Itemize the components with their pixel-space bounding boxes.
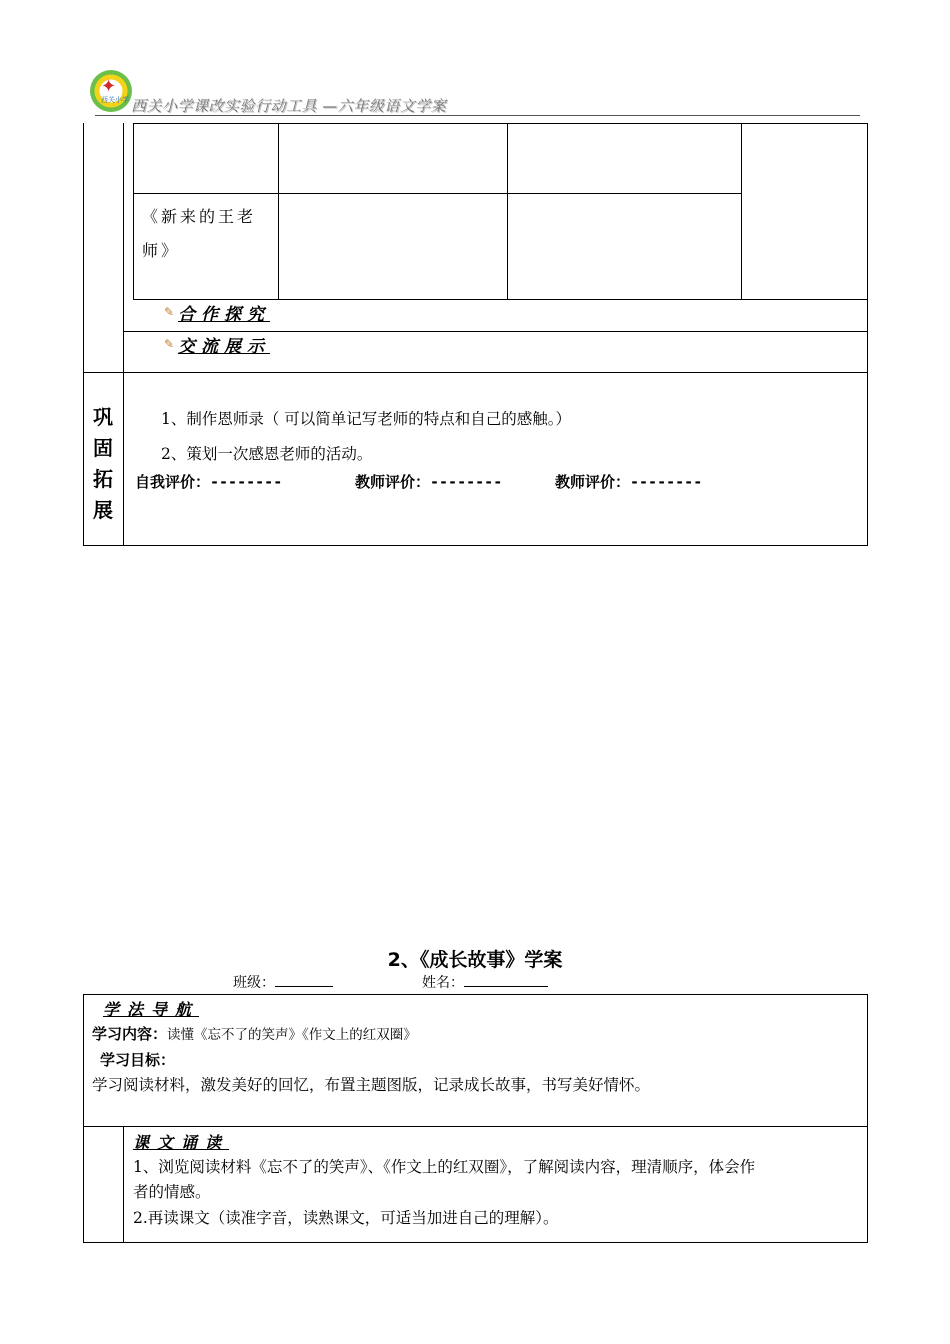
- logo-figure-icon: ✦: [101, 76, 117, 97]
- task-1: 1、制作恩师录（ 可以简单记写老师的特点和自己的感触。）: [161, 410, 572, 428]
- read-step-1-line-1: 1、浏览阅读材料《忘不了的笑声》、《作文上的红双圈》，了解阅读内容，理清顺序，体会作: [133, 1158, 756, 1176]
- self-evaluation: 自我评价：--------: [135, 473, 283, 491]
- teacher-evaluation-1: 教师评价：--------: [355, 473, 503, 491]
- consolidate-label: 巩 固 拓 展: [93, 405, 113, 522]
- study-nav-heading: 学法导航: [103, 1000, 200, 1019]
- study-goal-text: 学习阅读材料，激发美好的回忆，布置主题图版，记录成长故事，书写美好情怀。: [92, 1076, 651, 1094]
- teacher-evaluation-2: 教师评价：--------: [555, 473, 703, 491]
- section-cooperate: 合作探究: [178, 305, 270, 325]
- class-field: 班级：: [233, 972, 333, 992]
- name-field: 姓名：: [422, 972, 548, 992]
- class-blank[interactable]: [275, 972, 333, 987]
- header-title: 西关小学课改实验行动工具 —六年级语文学案: [131, 97, 447, 115]
- task-2: 2、策划一次感恩老师的活动。: [161, 445, 373, 463]
- header-rule: [95, 115, 860, 116]
- name-blank[interactable]: [464, 972, 548, 987]
- read-step-2: 2.再读课文（读准字音，读熟课文，可适当加进自己的理解）。: [133, 1209, 559, 1227]
- logo-text: 西关小学: [101, 96, 129, 104]
- read-heading: 课文诵读: [133, 1133, 230, 1152]
- doc-title: 2、《成长故事》学案: [387, 949, 563, 971]
- read-step-1-line-2: 者的情感。: [133, 1183, 211, 1201]
- study-goal-label: 学习目标：: [100, 1051, 176, 1069]
- pencil-icon: ✎: [164, 337, 175, 351]
- pencil-icon: ✎: [164, 305, 175, 319]
- lesson-name-cell: 《新来的王老师》: [142, 207, 257, 260]
- study-content: 学习内容：读懂《忘不了的笑声》《作文上的红双圈》: [92, 1025, 417, 1043]
- section-share: 交流展示: [178, 337, 270, 357]
